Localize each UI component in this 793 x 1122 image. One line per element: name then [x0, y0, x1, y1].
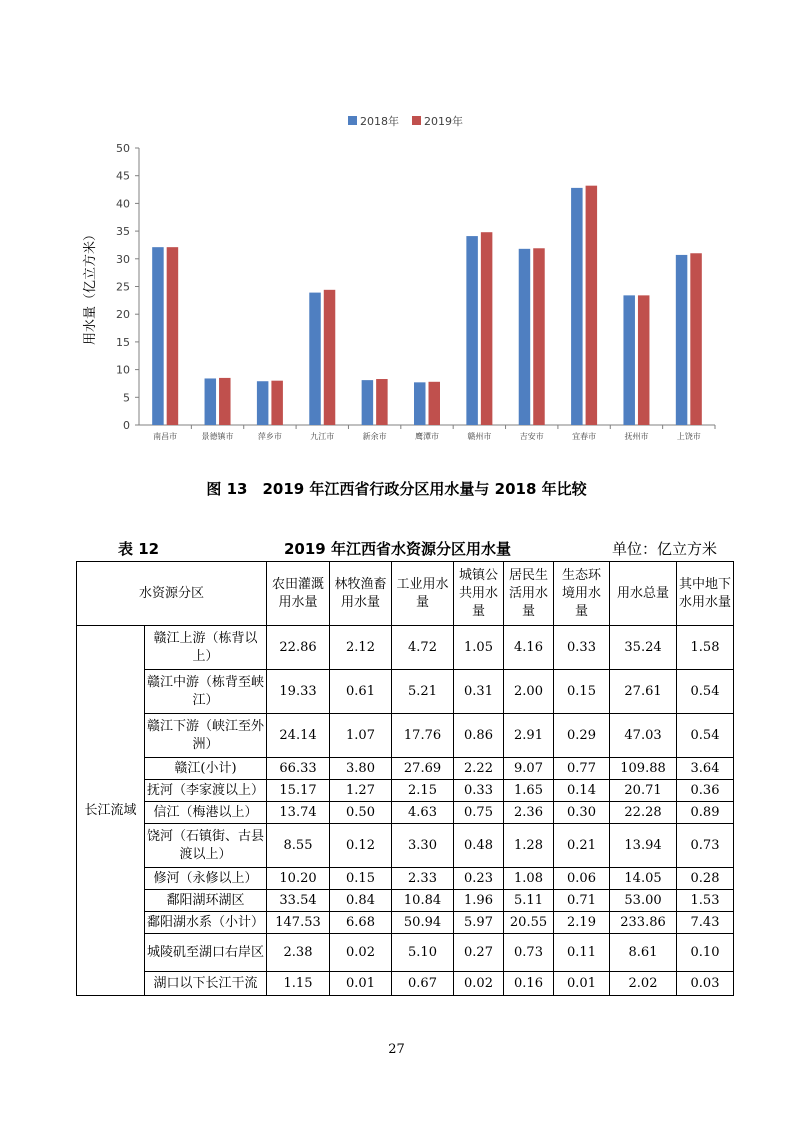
region-name-cell: 赣江下游（峡江至外洲） — [145, 714, 267, 758]
x-tick-label: 鹰潭市 — [415, 432, 439, 441]
region-name-cell: 饶河（石镇街、古县渡以上） — [145, 824, 267, 868]
value-cell: 1.96 — [454, 890, 504, 912]
value-cell: 0.27 — [454, 934, 504, 972]
region-name-cell: 湖口以下长江干流 — [145, 972, 267, 996]
value-cell: 14.05 — [610, 868, 677, 890]
bar-2019年 — [167, 247, 179, 425]
value-cell: 0.30 — [554, 802, 610, 824]
value-cell: 9.07 — [504, 758, 554, 780]
table-body — [77, 626, 734, 996]
region-name-cell: 赣江上游（栋背以上） — [145, 626, 267, 670]
legend-swatch — [348, 116, 357, 125]
y-tick-label: 40 — [116, 197, 130, 211]
y-tick-label: 5 — [123, 391, 130, 405]
value-cell: 1.05 — [454, 626, 504, 670]
legend-label: 2018年 — [360, 115, 399, 128]
y-tick-label: 0 — [123, 419, 130, 432]
bar-2019年 — [586, 186, 598, 425]
value-cell: 10.84 — [392, 890, 454, 912]
value-cell: 5.11 — [504, 890, 554, 912]
bar-2018年 — [676, 255, 688, 425]
value-cell: 147.53 — [267, 912, 330, 934]
header-urban-public: 城镇公共用水量 — [454, 562, 504, 626]
value-cell: 35.24 — [610, 626, 677, 670]
y-tick-label: 15 — [116, 335, 130, 349]
value-cell: 17.76 — [392, 714, 454, 758]
bar-2019年 — [690, 253, 702, 425]
value-cell: 0.48 — [454, 824, 504, 868]
bar-2019年 — [376, 379, 388, 425]
value-cell: 47.03 — [610, 714, 677, 758]
header-industry: 工业用水量 — [392, 562, 454, 626]
value-cell: 0.84 — [330, 890, 392, 912]
value-cell: 13.74 — [267, 802, 330, 824]
value-cell: 0.75 — [454, 802, 504, 824]
value-cell: 1.15 — [267, 972, 330, 996]
value-cell: 7.43 — [677, 912, 734, 934]
header-ecological: 生态环境用水量 — [554, 562, 610, 626]
table-row — [77, 934, 734, 972]
y-axis-title: 用水量（亿立方米） — [83, 227, 98, 346]
bar-2019年 — [638, 295, 650, 425]
x-tick-label: 上饶市 — [676, 432, 701, 441]
value-cell: 22.86 — [267, 626, 330, 670]
value-cell: 0.28 — [677, 868, 734, 890]
value-cell: 0.10 — [677, 934, 734, 972]
y-tick-label: 45 — [116, 169, 130, 183]
bar-2018年 — [571, 188, 583, 425]
value-cell: 0.73 — [677, 824, 734, 868]
table-title: 2019 年江西省水资源分区用水量 — [284, 540, 511, 558]
legend-swatch — [412, 116, 421, 125]
value-cell: 1.27 — [330, 780, 392, 802]
bar-2018年 — [623, 295, 635, 425]
table-row — [77, 972, 734, 996]
y-tick-label: 20 — [116, 308, 130, 322]
value-cell: 0.71 — [554, 890, 610, 912]
value-cell: 0.33 — [554, 626, 610, 670]
value-cell: 0.54 — [677, 714, 734, 758]
value-cell: 109.88 — [610, 758, 677, 780]
value-cell: 2.91 — [504, 714, 554, 758]
x-tick-label: 抚州市 — [624, 432, 649, 441]
value-cell: 5.21 — [392, 670, 454, 714]
value-cell: 2.33 — [392, 868, 454, 890]
value-cell: 20.71 — [610, 780, 677, 802]
value-cell: 4.16 — [504, 626, 554, 670]
value-cell: 8.55 — [267, 824, 330, 868]
table-label: 表 12 — [118, 540, 160, 558]
value-cell: 6.68 — [330, 912, 392, 934]
value-cell: 2.36 — [504, 802, 554, 824]
region-name-cell: 鄱阳湖水系（小计） — [145, 912, 267, 934]
value-cell: 0.89 — [677, 802, 734, 824]
value-cell: 24.14 — [267, 714, 330, 758]
value-cell: 0.29 — [554, 714, 610, 758]
value-cell: 0.77 — [554, 758, 610, 780]
region-name-cell: 赣江(小计) — [145, 758, 267, 780]
value-cell: 66.33 — [267, 758, 330, 780]
x-tick-label: 宜春市 — [572, 432, 597, 441]
table-row — [77, 912, 734, 934]
value-cell: 13.94 — [610, 824, 677, 868]
value-cell: 10.20 — [267, 868, 330, 890]
value-cell: 0.11 — [554, 934, 610, 972]
table-row — [77, 802, 734, 824]
header-region: 水资源分区 — [77, 562, 267, 626]
value-cell: 27.69 — [392, 758, 454, 780]
table-row — [77, 714, 734, 758]
table-row — [77, 626, 734, 670]
value-cell: 33.54 — [267, 890, 330, 912]
value-cell: 0.02 — [454, 972, 504, 996]
value-cell: 0.61 — [330, 670, 392, 714]
value-cell: 0.01 — [330, 972, 392, 996]
value-cell: 22.28 — [610, 802, 677, 824]
value-cell: 27.61 — [610, 670, 677, 714]
value-cell: 2.22 — [454, 758, 504, 780]
value-cell: 1.07 — [330, 714, 392, 758]
table-row — [77, 824, 734, 868]
value-cell: 233.86 — [610, 912, 677, 934]
value-cell: 0.15 — [554, 670, 610, 714]
basin-cell: 长江流域 — [77, 626, 145, 996]
value-cell: 15.17 — [267, 780, 330, 802]
value-cell: 53.00 — [610, 890, 677, 912]
page-number: 27 — [388, 1042, 405, 1057]
x-tick-label: 景德镇市 — [201, 432, 234, 441]
region-name-cell: 鄱阳湖环湖区 — [145, 890, 267, 912]
bar-2019年 — [481, 232, 493, 425]
value-cell: 0.15 — [330, 868, 392, 890]
table-row — [77, 670, 734, 714]
value-cell: 0.01 — [554, 972, 610, 996]
value-cell: 0.54 — [677, 670, 734, 714]
x-tick-label: 九江市 — [310, 432, 335, 441]
value-cell: 19.33 — [267, 670, 330, 714]
value-cell: 1.28 — [504, 824, 554, 868]
header-irrigation: 农田灌溉用水量 — [267, 562, 330, 626]
value-cell: 3.80 — [330, 758, 392, 780]
value-cell: 2.12 — [330, 626, 392, 670]
header-total: 用水总量 — [610, 562, 677, 626]
value-cell: 4.63 — [392, 802, 454, 824]
table-row — [77, 780, 734, 802]
value-cell: 8.61 — [610, 934, 677, 972]
y-tick-label: 10 — [116, 363, 130, 377]
value-cell: 1.65 — [504, 780, 554, 802]
value-cell: 4.72 — [392, 626, 454, 670]
region-name-cell: 赣江中游（栋背至峡江） — [145, 670, 267, 714]
x-tick-label: 萍乡市 — [257, 432, 282, 441]
table-row — [77, 868, 734, 890]
bar-2018年 — [205, 378, 217, 425]
value-cell: 0.23 — [454, 868, 504, 890]
value-cell: 1.58 — [677, 626, 734, 670]
bar-2018年 — [466, 236, 478, 425]
legend-label: 2019年 — [424, 115, 463, 128]
value-cell: 2.38 — [267, 934, 330, 972]
y-tick-label: 50 — [116, 142, 130, 155]
value-cell: 2.02 — [610, 972, 677, 996]
value-cell: 1.08 — [504, 868, 554, 890]
region-name-cell: 信江（梅港以上） — [145, 802, 267, 824]
bar-2018年 — [257, 381, 269, 425]
region-name-cell: 抚河（李家渡以上） — [145, 780, 267, 802]
x-tick-label: 新余市 — [362, 432, 387, 441]
bar-2018年 — [152, 247, 164, 425]
bar-2019年 — [533, 248, 545, 425]
table-unit: 单位：亿立方米 — [612, 540, 718, 558]
table-header-row — [77, 562, 734, 626]
y-tick-label: 30 — [116, 252, 130, 266]
value-cell: 0.36 — [677, 780, 734, 802]
y-tick-label: 25 — [116, 280, 130, 294]
table-row — [77, 758, 734, 780]
region-name-cell: 城陵矶至湖口右岸区 — [145, 934, 267, 972]
value-cell: 5.97 — [454, 912, 504, 934]
x-tick-label: 南昌市 — [153, 432, 178, 441]
bar-2018年 — [362, 380, 374, 425]
value-cell: 0.02 — [330, 934, 392, 972]
value-cell: 0.06 — [554, 868, 610, 890]
header-residential: 居民生活用水量 — [504, 562, 554, 626]
figure-caption: 图 13 2019 年江西省行政分区用水量与 2018 年比较 — [206, 480, 587, 498]
value-cell: 2.19 — [554, 912, 610, 934]
value-cell: 0.73 — [504, 934, 554, 972]
value-cell: 0.50 — [330, 802, 392, 824]
value-cell: 0.16 — [504, 972, 554, 996]
value-cell: 50.94 — [392, 912, 454, 934]
bar-2019年 — [429, 382, 441, 425]
value-cell: 1.53 — [677, 890, 734, 912]
bar-2018年 — [519, 249, 531, 425]
value-cell: 3.30 — [392, 824, 454, 868]
bar-chart — [0, 0, 793, 460]
value-cell: 5.10 — [392, 934, 454, 972]
table-row — [77, 890, 734, 912]
value-cell: 2.00 — [504, 670, 554, 714]
water-use-table — [76, 561, 734, 996]
value-cell: 0.86 — [454, 714, 504, 758]
value-cell: 0.33 — [454, 780, 504, 802]
header-groundwater: 其中地下水用水量 — [677, 562, 734, 626]
x-tick-label: 吉安市 — [519, 432, 544, 441]
value-cell: 0.03 — [677, 972, 734, 996]
value-cell: 0.14 — [554, 780, 610, 802]
x-tick-label: 赣州市 — [467, 432, 492, 441]
header-forestry: 林牧渔畜用水量 — [330, 562, 392, 626]
bar-2018年 — [414, 382, 426, 425]
value-cell: 0.67 — [392, 972, 454, 996]
bar-2019年 — [271, 381, 283, 425]
bar-2018年 — [309, 293, 321, 425]
value-cell: 0.21 — [554, 824, 610, 868]
value-cell: 2.15 — [392, 780, 454, 802]
value-cell: 20.55 — [504, 912, 554, 934]
y-tick-label: 35 — [116, 225, 130, 239]
bar-2019年 — [219, 378, 231, 425]
region-name-cell: 修河（永修以上） — [145, 868, 267, 890]
value-cell: 0.12 — [330, 824, 392, 868]
value-cell: 3.64 — [677, 758, 734, 780]
bar-2019年 — [324, 290, 336, 425]
value-cell: 0.31 — [454, 670, 504, 714]
